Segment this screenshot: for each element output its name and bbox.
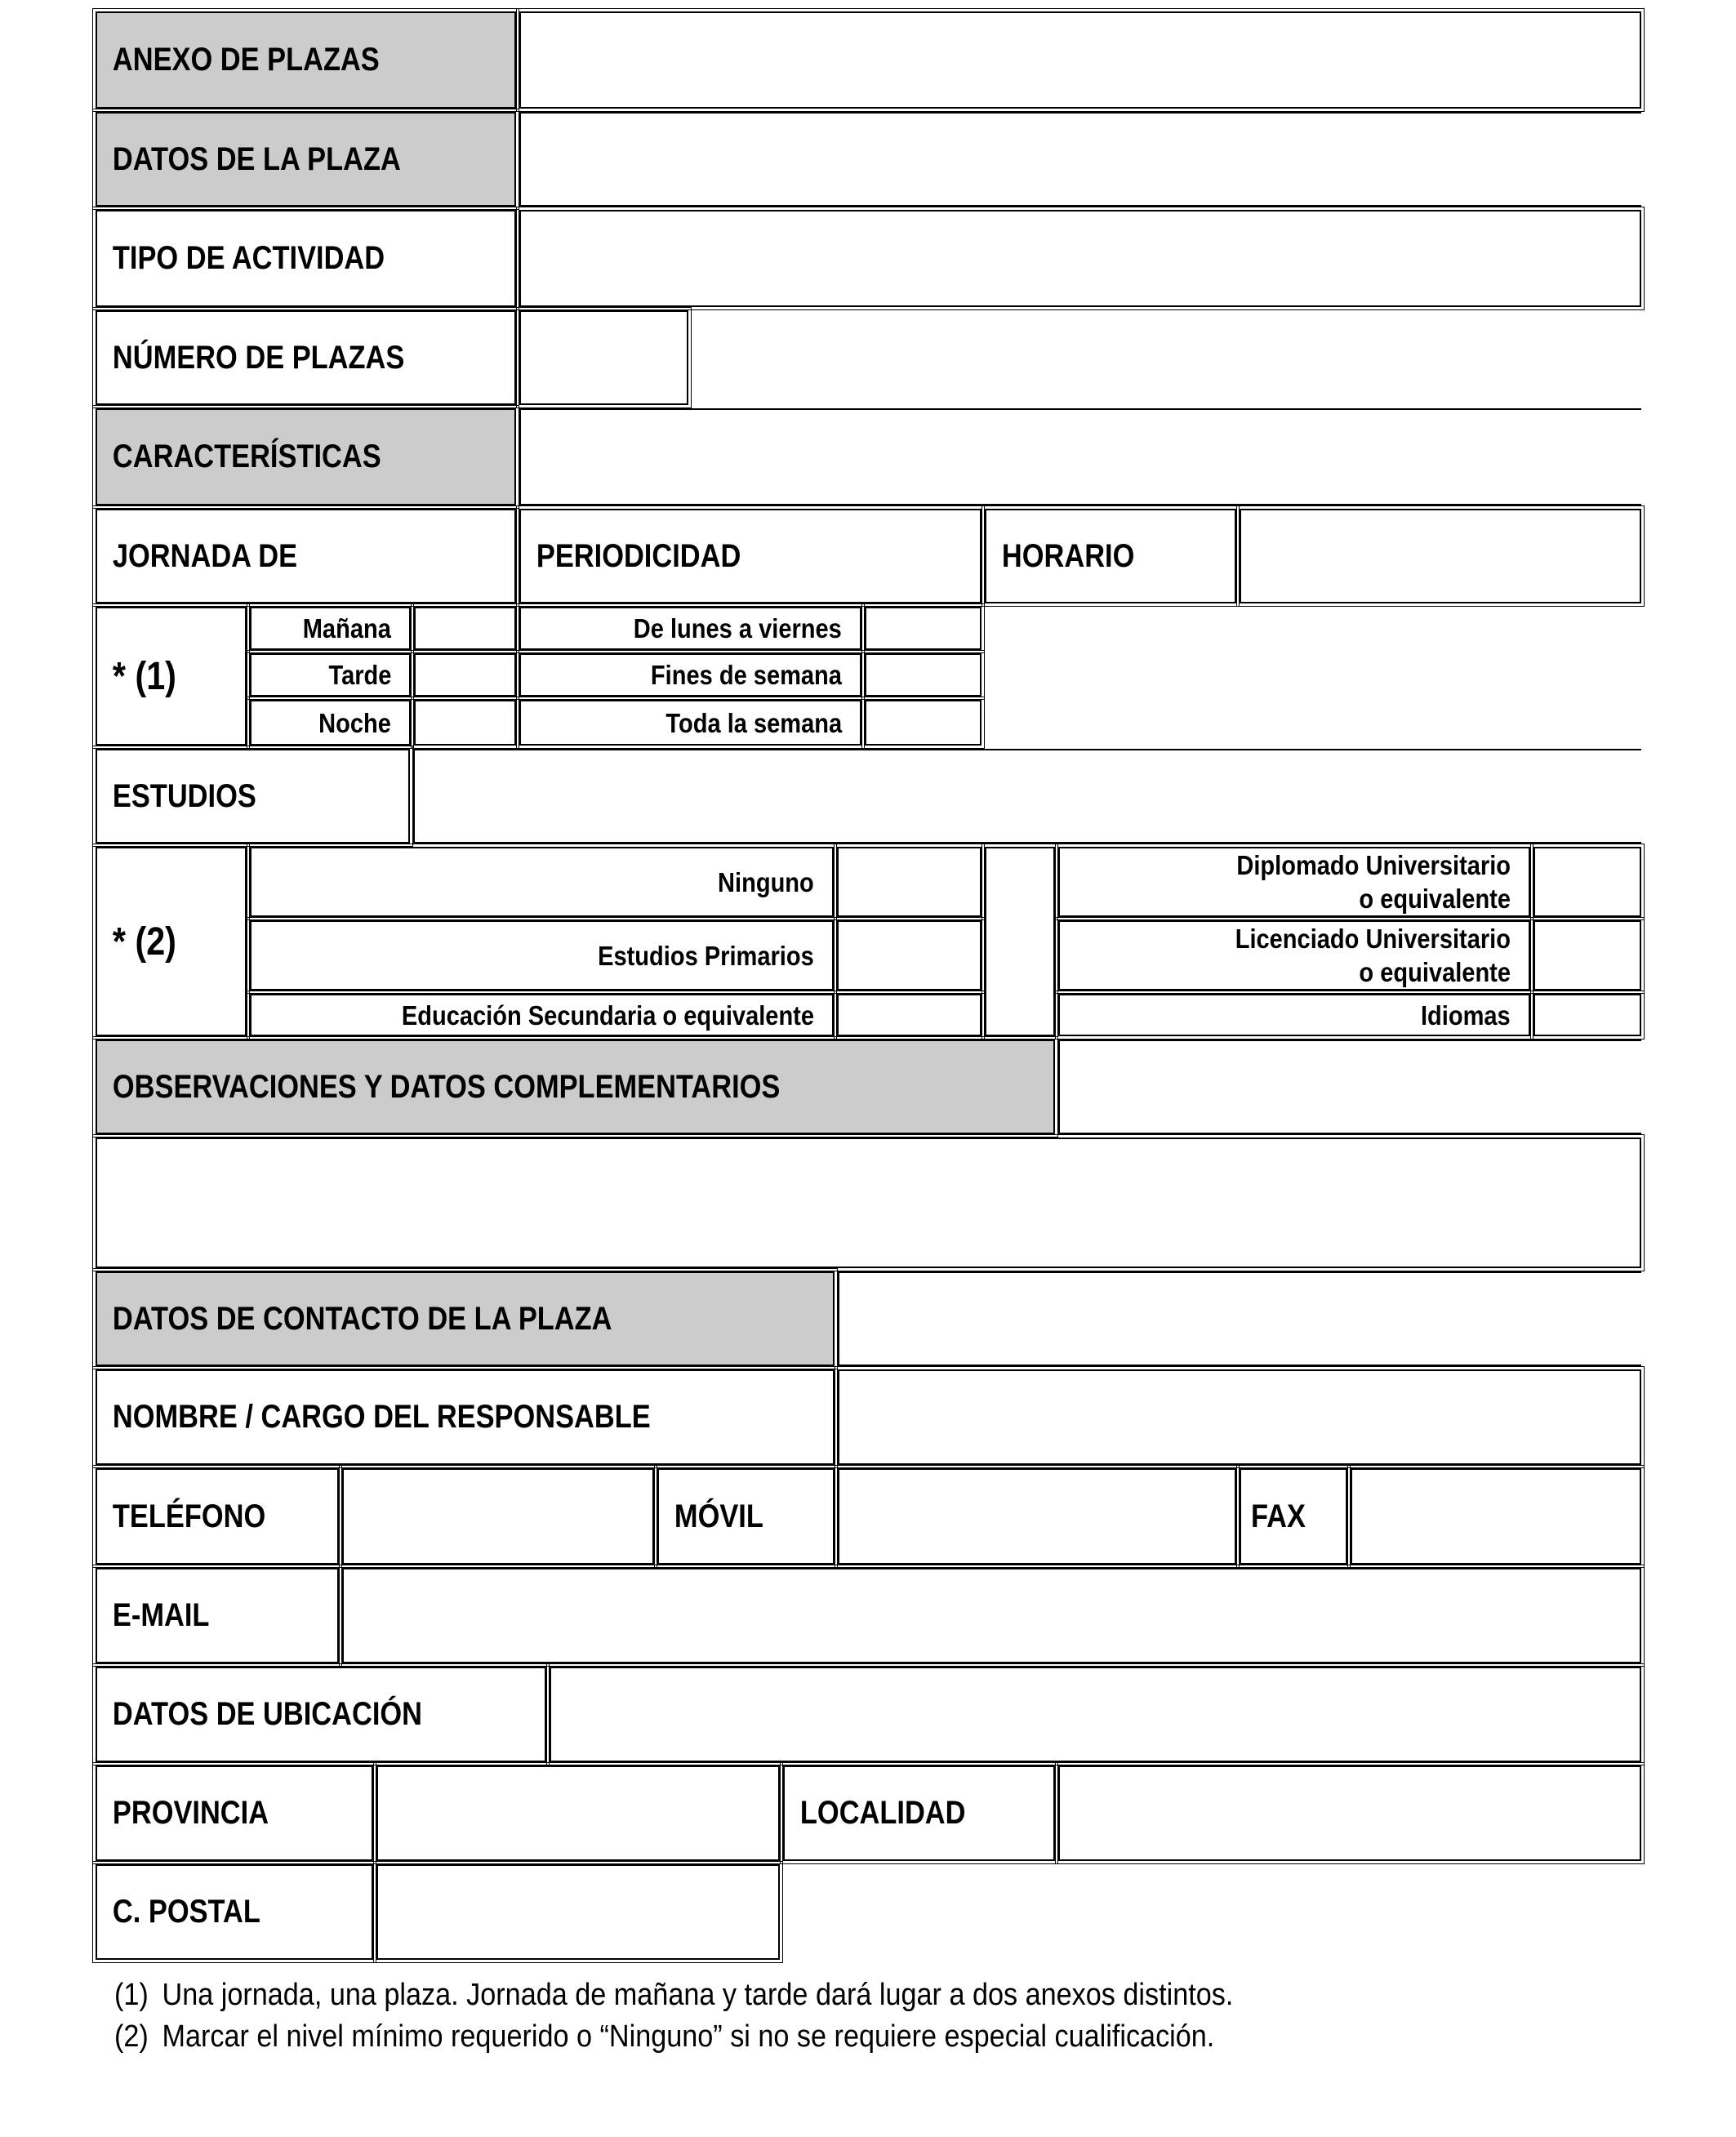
movil-label: MÓVIL bbox=[657, 1468, 835, 1565]
observaciones-label: OBSERVACIONES Y DATOS COMPLEMENTARIOS bbox=[96, 1040, 1055, 1134]
postal-field[interactable] bbox=[376, 1864, 780, 1960]
datos-plaza-label: DATOS DE LA PLAZA bbox=[96, 112, 516, 207]
contacto-label: DATOS DE CONTACTO DE LA PLAZA bbox=[96, 1271, 835, 1366]
periodicidad-checkbox-fines-semana[interactable] bbox=[865, 653, 982, 697]
responsable-field[interactable] bbox=[838, 1369, 1641, 1465]
observaciones-field[interactable] bbox=[96, 1138, 1641, 1268]
numero-plazas-field[interactable] bbox=[519, 310, 688, 405]
telefono-field[interactable] bbox=[342, 1468, 654, 1565]
periodicidad-option-fines-semana: Fines de semana bbox=[519, 653, 861, 697]
estudios-checkbox-diplomado[interactable] bbox=[1533, 847, 1641, 917]
periodicidad-checkbox-lunes-viernes[interactable] bbox=[865, 607, 982, 650]
movil-field[interactable] bbox=[838, 1468, 1236, 1565]
estudios-option-idiomas: Idiomas bbox=[1058, 994, 1530, 1036]
estudios-checkbox-idiomas[interactable] bbox=[1533, 994, 1641, 1036]
horario-label: HORARIO bbox=[985, 509, 1236, 603]
fax-field[interactable] bbox=[1351, 1468, 1641, 1565]
estudios-checkbox-ninguno[interactable] bbox=[837, 847, 982, 917]
estudios-option-secundaria: Educación Secundaria o equivalente bbox=[250, 994, 834, 1036]
jornada-mark: * (1) bbox=[96, 607, 247, 746]
footnote: (1) Una jornada, una plaza. Jornada de mañana y tarde dará lugar a dos anexos distintos. bbox=[114, 1978, 1234, 2012]
horario-field[interactable] bbox=[1240, 509, 1641, 603]
jornada-option-noche: Noche bbox=[250, 700, 411, 746]
footnote: (2) Marcar el nivel mínimo requerido o “Ninguno” si no se requiere especial cualificación. bbox=[114, 2019, 1215, 2054]
jornada-option-tarde: Tarde bbox=[250, 653, 411, 697]
footnotes bbox=[114, 1974, 1233, 2058]
postal-label: C. POSTAL bbox=[96, 1864, 373, 1960]
ubicacion-label: DATOS DE UBICACIÓN bbox=[96, 1667, 546, 1762]
estudios-option-licenciado: Licenciado Universitario o equivalente bbox=[1058, 920, 1530, 991]
anexo-plazas-field[interactable] bbox=[519, 11, 1641, 109]
estudios-checkbox-primarios[interactable] bbox=[837, 920, 982, 991]
estudios-checkbox-licenciado[interactable] bbox=[1533, 920, 1641, 991]
ubicacion-field[interactable] bbox=[550, 1667, 1641, 1762]
estudios-spacer bbox=[985, 847, 1055, 1036]
jornada-checkbox-manana[interactable] bbox=[414, 607, 516, 650]
tipo-actividad-field[interactable] bbox=[519, 210, 1641, 307]
caracteristicas-label: CARACTERÍSTICAS bbox=[96, 408, 516, 505]
datos-plaza-field[interactable] bbox=[519, 112, 1641, 207]
responsable-label: NOMBRE / CARGO DEL RESPONSABLE bbox=[96, 1369, 835, 1465]
fax-label: FAX bbox=[1240, 1468, 1347, 1565]
contacto-field bbox=[838, 1271, 1641, 1366]
localidad-label: LOCALIDAD bbox=[783, 1765, 1055, 1861]
estudios-option-ninguno: Ninguno bbox=[250, 847, 834, 917]
estudios-option-diplomado: Diplomado Universitario o equivalente bbox=[1058, 847, 1530, 917]
estudios-label: ESTUDIOS bbox=[96, 749, 410, 844]
provincia-label: PROVINCIA bbox=[96, 1765, 373, 1861]
periodicidad-checkbox-toda-semana[interactable] bbox=[865, 700, 982, 746]
localidad-field[interactable] bbox=[1058, 1765, 1641, 1861]
periodicidad-option-lunes-viernes: De lunes a viernes bbox=[519, 607, 861, 650]
estudios-checkbox-secundaria[interactable] bbox=[837, 994, 982, 1036]
estudios-field[interactable] bbox=[413, 749, 1641, 844]
observaciones-header-field bbox=[1058, 1040, 1641, 1134]
anexo-plazas-label: ANEXO DE PLAZAS bbox=[96, 11, 516, 109]
jornada-de-label: JORNADA DE bbox=[96, 509, 516, 603]
jornada-checkbox-tarde[interactable] bbox=[414, 653, 516, 697]
caracteristicas-field[interactable] bbox=[519, 408, 1641, 505]
tipo-actividad-label: TIPO DE ACTIVIDAD bbox=[96, 210, 516, 307]
periodicidad-label: PERIODICIDAD bbox=[519, 509, 982, 603]
periodicidad-option-toda-semana: Toda la semana bbox=[519, 700, 861, 746]
email-field[interactable] bbox=[342, 1568, 1641, 1663]
numero-plazas-label: NÚMERO DE PLAZAS bbox=[96, 310, 516, 405]
jornada-checkbox-noche[interactable] bbox=[414, 700, 516, 746]
estudios-option-primarios: Estudios Primarios bbox=[250, 920, 834, 991]
jornada-option-manana: Mañana bbox=[250, 607, 411, 650]
telefono-label: TELÉFONO bbox=[96, 1468, 339, 1565]
email-label: E-MAIL bbox=[96, 1568, 339, 1663]
estudios-mark: * (2) bbox=[96, 847, 247, 1036]
provincia-field[interactable] bbox=[376, 1765, 780, 1861]
